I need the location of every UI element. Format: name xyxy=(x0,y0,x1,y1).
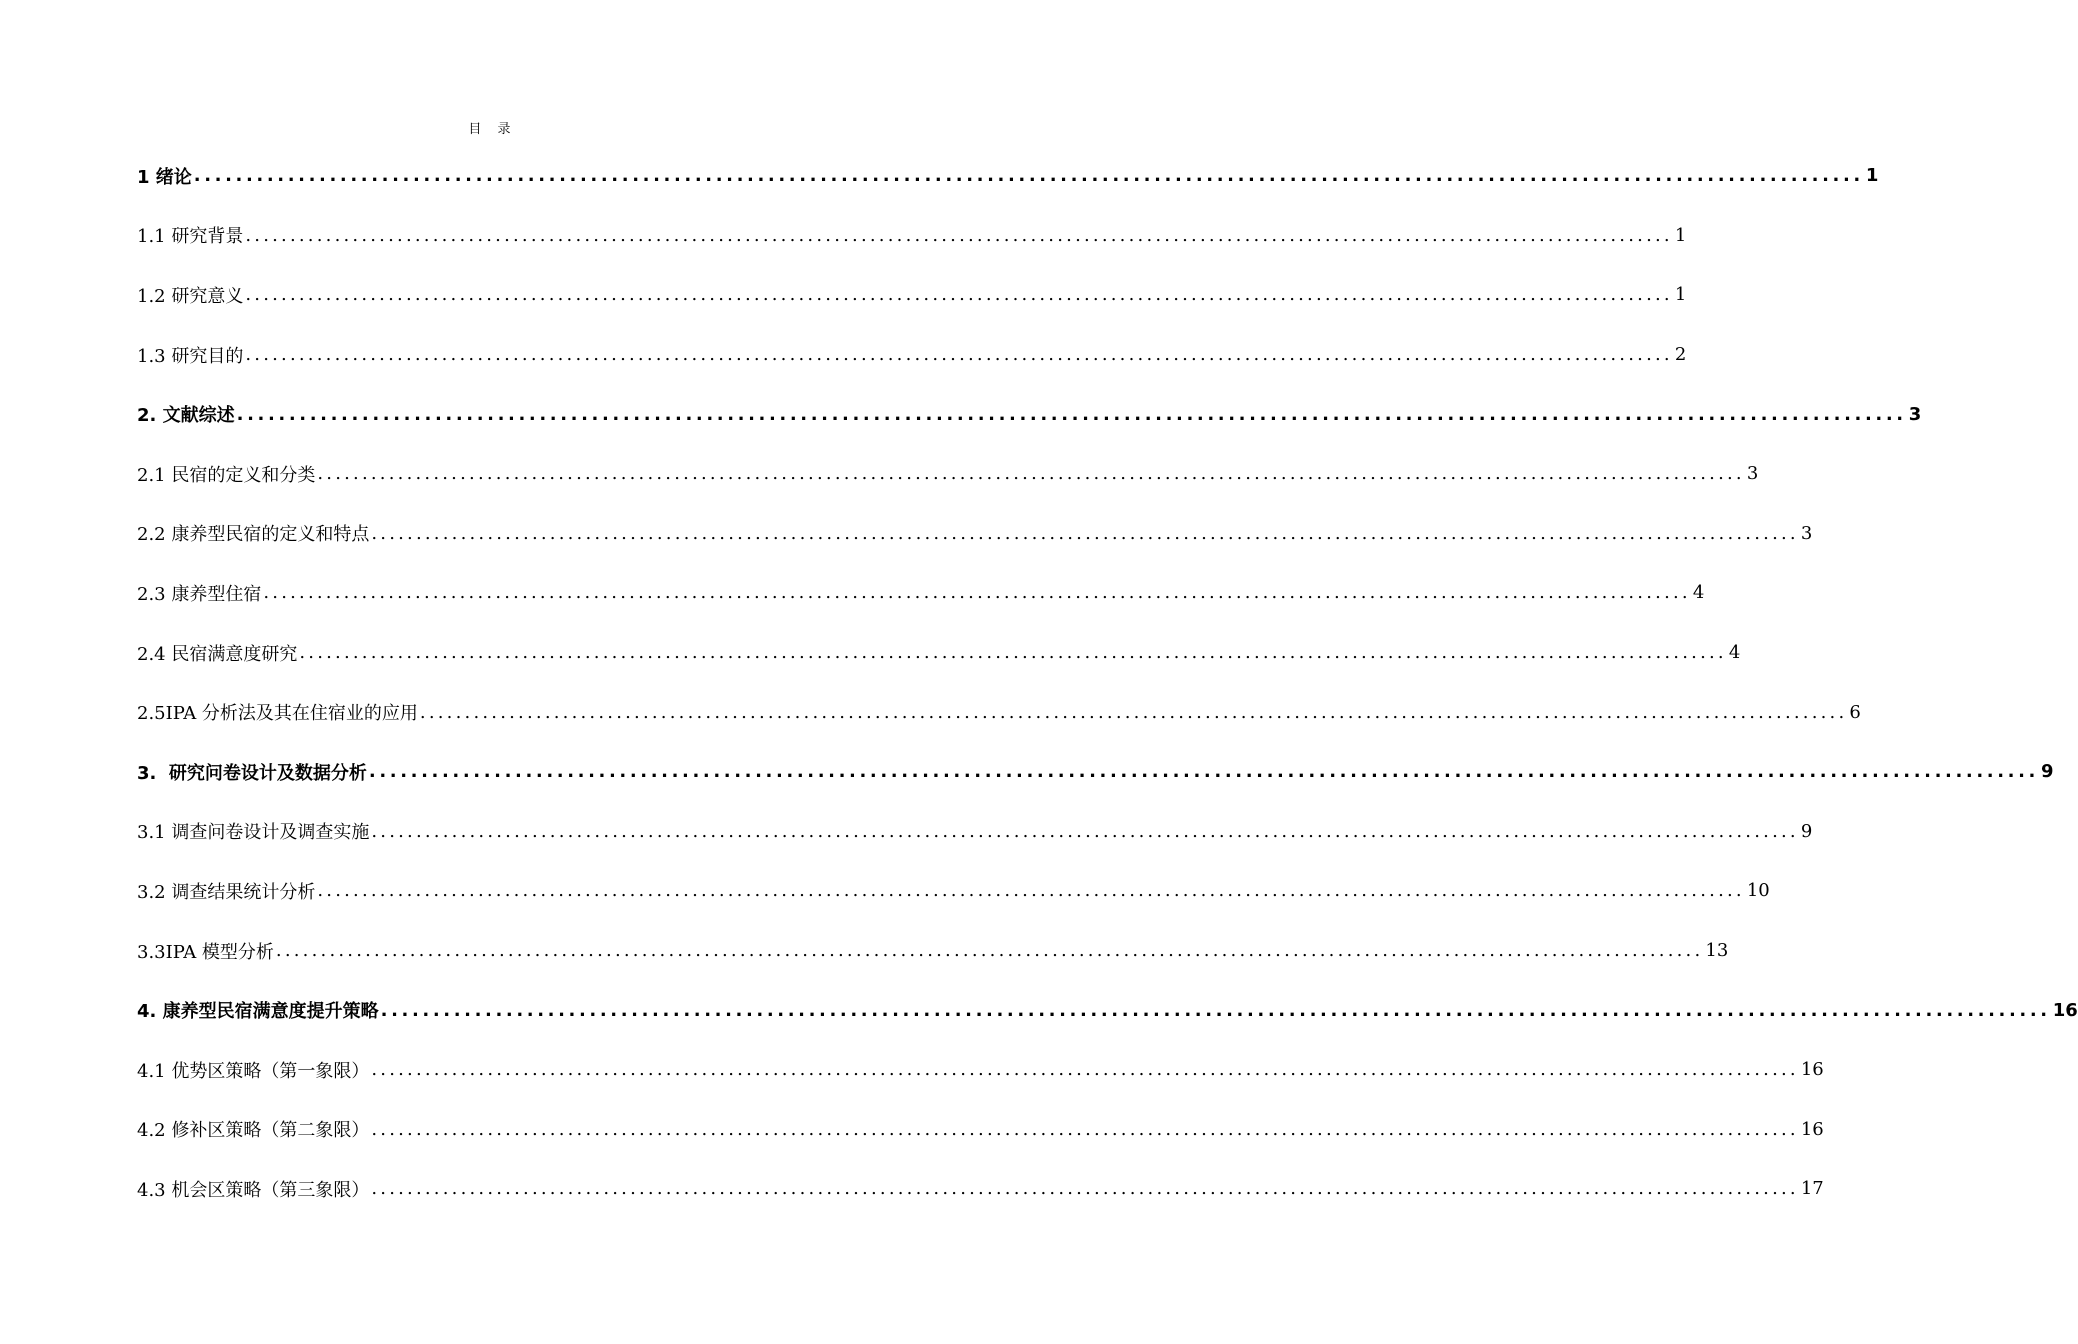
toc-leader: ................................................................................................................................................................ xyxy=(419,701,1848,723)
toc-entry-page: 17 xyxy=(1800,1178,1824,1200)
toc-entry-label: 2.1 民宿的定义和分类 xyxy=(137,461,317,487)
toc-entry[interactable] xyxy=(137,1159,1824,1219)
toc-title: 目 录 xyxy=(468,122,517,137)
toc-entry[interactable] xyxy=(137,742,2054,802)
toc-entry[interactable] xyxy=(137,802,1813,862)
toc-entry[interactable] xyxy=(137,325,1687,385)
toc-entry-page: 13 xyxy=(1705,940,1729,962)
toc-entry-page: 3 xyxy=(1800,522,1813,544)
toc-entry[interactable] xyxy=(137,444,1759,504)
toc-entry[interactable] xyxy=(137,921,1729,981)
toc-leader: ................................................................................................................................................................ xyxy=(371,1059,1799,1081)
toc-entry[interactable] xyxy=(137,206,1687,266)
toc-leader: ................................................................................................................................................................ xyxy=(380,999,2051,1021)
toc-entry-label: 2.4 民宿满意度研究 xyxy=(137,640,299,666)
toc-entry-page: 6 xyxy=(1849,701,1861,723)
toc-entry-page: 2 xyxy=(1674,344,1687,366)
toc-leader: ................................................................................................................................................................ xyxy=(236,403,1907,425)
toc-entry[interactable] xyxy=(137,563,1705,623)
toc-entry[interactable] xyxy=(137,1040,1824,1100)
toc-entry-label: 4.1 优势区策略（第一象限） xyxy=(137,1057,371,1083)
toc-entry-page: 3 xyxy=(1908,403,1922,425)
toc-entry-page: 1 xyxy=(1674,224,1687,246)
toc-entry-label: 2.5IPA 分析法及其在住宿业的应用 xyxy=(137,699,420,725)
toc-entry-label: 1.1 研究背景 xyxy=(137,222,245,248)
toc-entry[interactable] xyxy=(137,682,1861,742)
toc-entry-label: 1.3 研究目的 xyxy=(137,342,245,368)
toc-leader: ................................................................................................................................................................ xyxy=(371,820,1799,842)
toc-entry-label: 3.1 调查问卷设计及调查实施 xyxy=(137,818,371,844)
toc-entry-label: 1.2 研究意义 xyxy=(137,282,245,308)
toc-entry[interactable] xyxy=(137,980,2078,1040)
toc-entry[interactable] xyxy=(137,146,1879,206)
toc-entry-label: 3.3IPA 模型分析 xyxy=(137,938,276,964)
toc-entry[interactable] xyxy=(137,384,1922,444)
toc-list xyxy=(137,146,2078,1219)
toc-leader: ................................................................................................................................................................ xyxy=(317,463,1745,485)
toc-entry-label: 4.2 修补区策略（第二象限） xyxy=(137,1116,371,1142)
toc-entry-page: 16 xyxy=(1800,1059,1824,1081)
toc-entry-label: 3.2 调查结果统计分析 xyxy=(137,878,317,904)
toc-entry-label: 3. 研究问卷设计及数据分析 xyxy=(137,759,369,785)
toc-entry-page: 4 xyxy=(1692,582,1705,604)
toc-leader: ................................................................................................................................................................ xyxy=(371,1178,1799,1200)
toc-entry[interactable] xyxy=(137,265,1687,325)
toc-leader: ................................................................................................................................................................ xyxy=(317,880,1745,902)
toc-leader: ................................................................................................................................................................ xyxy=(193,165,1864,187)
toc-entry[interactable] xyxy=(137,504,1813,564)
toc-entry-page: 4 xyxy=(1728,642,1741,664)
toc-entry-label: 2. 文献综述 xyxy=(137,401,237,427)
toc-entry-label: 2.2 康养型民宿的定义和特点 xyxy=(137,520,371,546)
toc-entry-page: 3 xyxy=(1746,463,1759,485)
toc-entry-label: 1 绪论 xyxy=(137,163,194,189)
toc-entry[interactable] xyxy=(137,861,1770,921)
toc-entry-label: 4.3 机会区策略（第三象限） xyxy=(137,1176,371,1202)
toc-leader: ................................................................................................................................................................ xyxy=(275,940,1704,962)
toc-entry-page: 16 xyxy=(2052,999,2078,1021)
toc-entry-page: 9 xyxy=(2040,761,2054,783)
toc-entry-page: 1 xyxy=(1674,284,1687,306)
toc-entry-label: 4. 康养型民宿满意度提升策略 xyxy=(137,997,381,1023)
toc-leader: ................................................................................................................................................................ xyxy=(299,642,1727,664)
toc-entry-page: 10 xyxy=(1746,880,1770,902)
toc-entry-page: 9 xyxy=(1800,820,1813,842)
toc-entry[interactable] xyxy=(137,623,1741,683)
toc-leader: ................................................................................................................................................................ xyxy=(368,761,2039,783)
toc-leader: ................................................................................................................................................................ xyxy=(371,1118,1799,1140)
toc-leader: ................................................................................................................................................................ xyxy=(263,582,1691,604)
toc-entry-page: 1 xyxy=(1865,165,1879,187)
toc-leader: ................................................................................................................................................................ xyxy=(245,344,1673,366)
toc-leader: ................................................................................................................................................................ xyxy=(245,284,1673,306)
toc-leader: ................................................................................................................................................................ xyxy=(371,522,1799,544)
toc-entry-label: 2.3 康养型住宿 xyxy=(137,580,263,606)
toc-leader: ................................................................................................................................................................ xyxy=(245,224,1673,246)
toc-entry[interactable] xyxy=(137,1100,1824,1160)
toc-entry-page: 16 xyxy=(1800,1118,1824,1140)
